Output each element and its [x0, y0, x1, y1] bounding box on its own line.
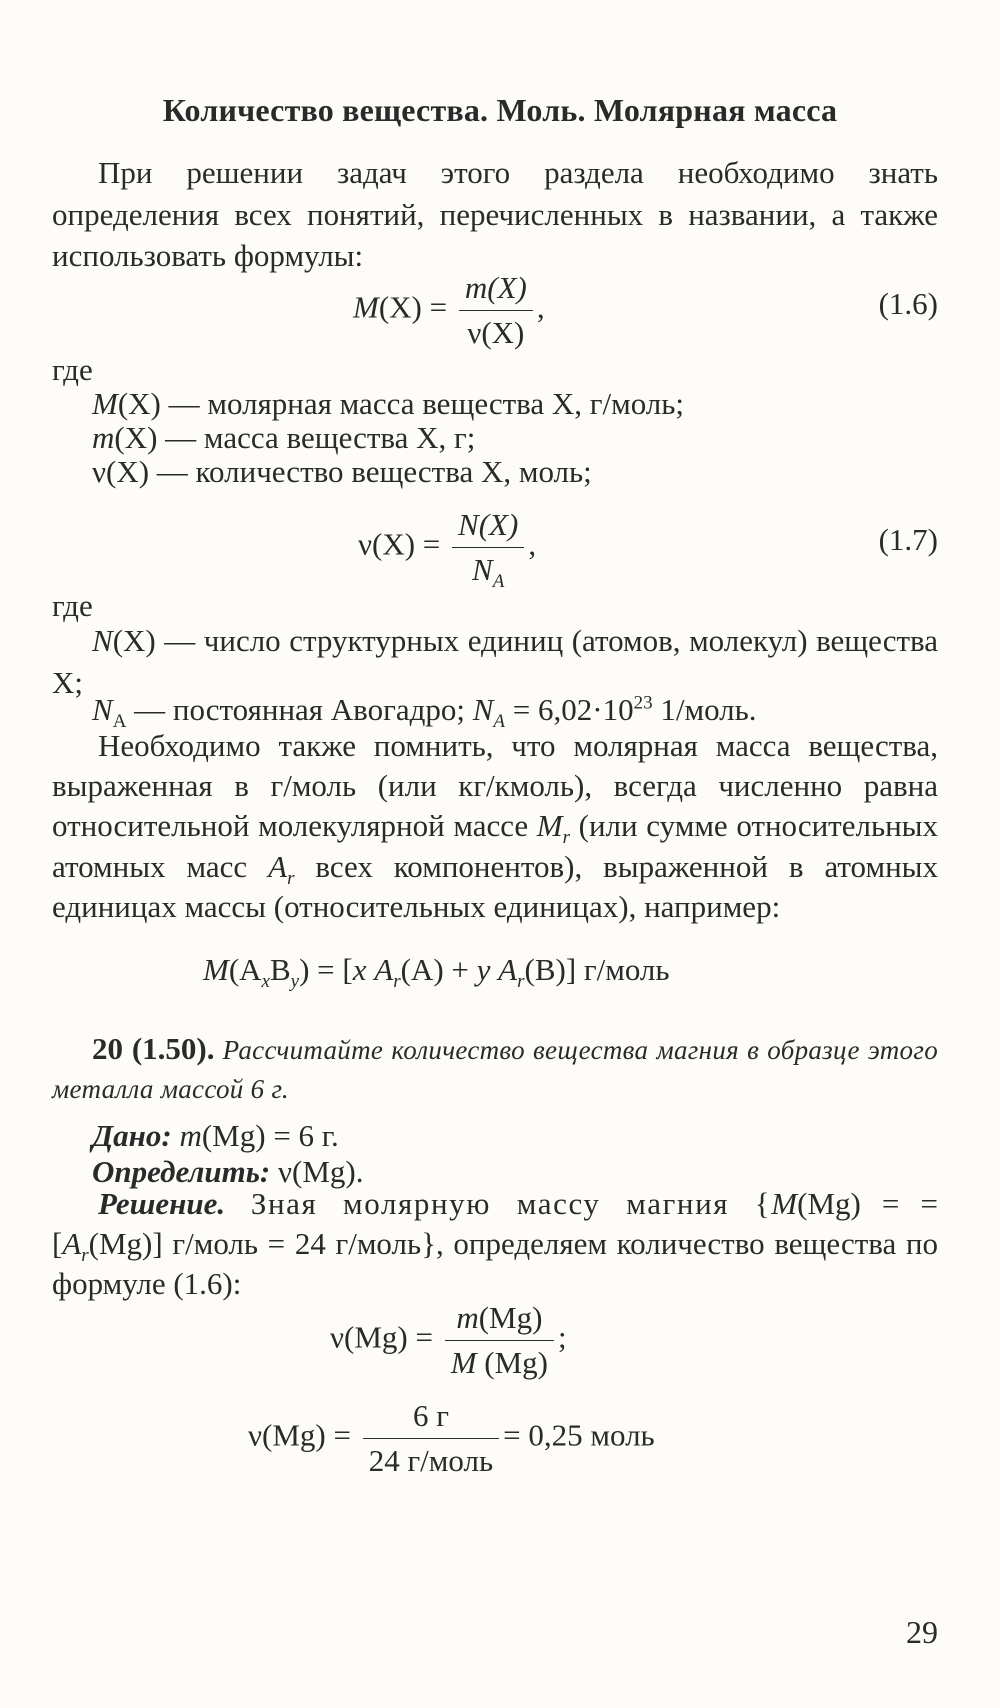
formula-1-6-fraction [459, 270, 533, 351]
find-label: Определить: [92, 1154, 271, 1189]
given-line: Дано: m(Mg) = 6 г. [92, 1118, 339, 1153]
equation-number-1-6: (1.6) [878, 286, 938, 321]
where-label-2: где [52, 588, 93, 623]
solution-paragraph: Решение. Зная молярную массу магния {M(Mg) = = $[A_r(Mg)]$ г/моль = 24 г/моль}, определяем количество вещества по формуле (1.6): [52, 1186, 938, 1301]
definition-avogadro: $N_A$ — постоянная Авогадро; $N_A = 6,02\cdot 10^{23}$ 1/моль. [92, 692, 757, 733]
formula-1-7-fraction [452, 507, 524, 593]
formula-1-6-lhs-symbol: M [353, 289, 379, 325]
formula-1-7-comma: , [528, 526, 537, 562]
formula-mg-amount-fraction: $\frac{m(Mg)}{M (Mg)}$ [445, 1300, 554, 1381]
section-title: Количество вещества. Моль. Молярная масса [162, 92, 838, 128]
molar-mass-note-paragraph: Необходимо также помнить, что молярная масса вещества, выраженная в г/моль (или кг/кмоль), всегда численно равна относительной молекулярной массе $M_r$ (или сумме относительных атомных масс $A_r$ всех компонентов), выраженной в атомных единицах массы (относительных единицах), например: [52, 728, 939, 924]
find-line: Определить: ν(Mg). [92, 1154, 364, 1189]
formula-1-6-numerator: m(X) [459, 270, 533, 311]
formula-1-7 [358, 507, 537, 593]
formula-mg-result-fraction: $\frac{6 г}{\text{24 г/моль}}$ [363, 1398, 499, 1479]
solution-label: Решение. [98, 1186, 226, 1221]
problem-number: 20 (1.50). [92, 1031, 215, 1066]
formula-1-7-numerator: N(X) [452, 507, 524, 548]
formula-1-7-denominator: $N_A$ [472, 552, 505, 593]
page-number: 29 [906, 1614, 938, 1650]
problem-20 [52, 1030, 938, 1108]
formula-1-6-denominator: ν(X) [467, 315, 525, 350]
definition-mass-symbol: m [92, 420, 115, 455]
formula-mg-amount: ν(Mg) = $\frac{m(Mg)}{M (Mg)}$ ; [330, 1300, 567, 1380]
intro-paragraph: При решении задач этого раздела необходимо знать определения всех понятий, перечисленных в названии, а также использовать формулы: [52, 155, 938, 273]
definition-molar-mass-symbol: M [92, 386, 118, 421]
formula-molar-mass-example: $M(A_xB_y) = [x$ $A_r(A) + y$ $A_r(B)$] г/моль [203, 952, 670, 993]
formula-1-6-lhs-arg: (X) = [378, 289, 448, 325]
formula-mg-result-value: = 0,25 моль [503, 1417, 655, 1453]
formula-1-7-lhs: ν(X) = [358, 526, 441, 562]
formula-1-6-comma: , [536, 289, 545, 325]
definition-mass-text: (X) — масса вещества X, г; [114, 420, 476, 455]
definition-structural-units: N(X) — число структурных единиц (атомов, молекул) вещества X; [52, 623, 938, 700]
formula-mg-result: ν(Mg) = $\frac{6 г}{\text{24 г/моль}}$ = 0,25 моль [248, 1398, 655, 1478]
definition-amount: ν(X) — количество вещества X, моль; [92, 454, 592, 489]
equation-number-1-7: (1.7) [878, 522, 938, 557]
given-label: Дано: [92, 1118, 172, 1153]
formula-1-6 [353, 270, 545, 351]
where-label-1: где [52, 352, 93, 387]
problem-text: Рассчитайте количество вещества магния в образце этого металла массой 6 г. [52, 1035, 938, 1104]
definition-molar-mass-text: (X) — молярная масса вещества X, г/моль; [117, 386, 685, 421]
